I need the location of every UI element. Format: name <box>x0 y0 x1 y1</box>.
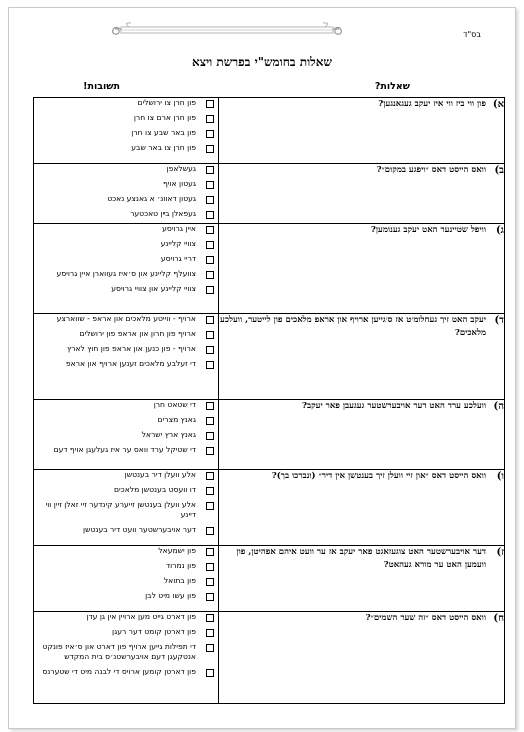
answer-options <box>34 546 218 601</box>
answer-checkbox[interactable] <box>206 502 214 510</box>
answer-option <box>34 627 218 637</box>
answer-checkbox[interactable] <box>206 527 214 535</box>
answer-option-text: צוועלף קליינע און ס׳איז געווארן איין גרויסע <box>56 269 196 278</box>
answer-option-text: ארויף פון חרון און אראפ פון ירושלים <box>79 329 196 338</box>
answer-option-text: געפאלן בײן טאכטער <box>130 209 196 218</box>
answer-option <box>34 400 218 410</box>
question-letter: ו) <box>496 471 504 482</box>
question-text: פון ווי ביז ווי איז יעקב געגאנגען? <box>378 99 486 109</box>
answer-option <box>34 591 218 601</box>
question-text: דער אויבערשטער האט צוגעזאגט פאר יעקב אז ער וועט איהם אפהיטן, פון וועמען האט ער מורא געהאט? <box>236 547 486 570</box>
answer-checkbox[interactable] <box>206 669 214 677</box>
question <box>219 314 504 340</box>
answer-checkbox[interactable] <box>206 644 214 652</box>
answer-option-text: דריי גרויסע <box>160 254 196 263</box>
question-text: וויפל שטיינער האט יעקב גענומען? <box>370 225 486 235</box>
answer-checkbox[interactable] <box>206 331 214 339</box>
question-letter: ב) <box>494 165 504 176</box>
decorative-header-ornament <box>109 20 345 40</box>
answer-checkbox[interactable] <box>206 256 214 264</box>
question-cell <box>219 314 505 400</box>
answer-option <box>34 576 218 586</box>
answer-option <box>34 284 218 294</box>
answer-option <box>34 561 218 571</box>
answer-option <box>34 194 218 204</box>
answer-options <box>34 470 218 535</box>
answer-checkbox[interactable] <box>206 402 214 410</box>
answer-option-text: צוויי קליינע <box>160 239 196 248</box>
answer-options <box>34 400 218 455</box>
worksheet-page <box>8 7 516 729</box>
answer-checkbox[interactable] <box>206 447 214 455</box>
answer-option <box>34 344 218 354</box>
answer-checkbox[interactable] <box>206 271 214 279</box>
questions-table <box>33 97 505 704</box>
answer-option <box>34 128 218 138</box>
page-label: בס"ד <box>463 30 481 39</box>
answer-option-text: געטון אויף <box>162 179 196 188</box>
question <box>219 224 504 237</box>
answer-option-text: פון דארט גייט מען ארויין אין גן עדן <box>86 612 196 621</box>
question-row <box>34 98 505 164</box>
question-cell <box>219 470 505 546</box>
answer-checkbox[interactable] <box>206 346 214 354</box>
answer-checkbox[interactable] <box>206 629 214 637</box>
question <box>219 470 504 483</box>
question-cell <box>219 224 505 314</box>
answer-option <box>34 179 218 189</box>
answer-option <box>34 254 218 264</box>
answer-option <box>34 98 218 108</box>
answer-checkbox[interactable] <box>206 196 214 204</box>
question-letter: ז) <box>496 547 504 558</box>
question <box>219 400 504 413</box>
answer-option <box>34 500 218 520</box>
answer-option <box>34 525 218 535</box>
answer-checkbox[interactable] <box>206 563 214 571</box>
answer-checkbox[interactable] <box>206 211 214 219</box>
answer-option-text: די זעלבע מלאכים זענען ארויף און אראפ <box>65 359 196 368</box>
answer-option-text: ארויף - ווייטע מלאכים און אראפ - שווארצע <box>56 314 196 323</box>
answer-option <box>34 224 218 234</box>
answer-option <box>34 415 218 425</box>
answer-option-text: פון ישמעאל <box>158 546 196 555</box>
answer-option <box>34 430 218 440</box>
answer-checkbox[interactable] <box>206 145 214 153</box>
answer-options <box>34 224 218 294</box>
answer-option-text: פון עשו מיט לבן <box>145 591 196 600</box>
answer-option <box>34 485 218 495</box>
answers-cell <box>34 470 219 546</box>
answers-cell <box>34 164 219 224</box>
answers-cell <box>34 612 219 704</box>
answer-option-text: פון נמרוד <box>166 561 196 570</box>
answer-checkbox[interactable] <box>206 286 214 294</box>
answer-option-text: פון חרן צו באר שבע <box>131 143 196 152</box>
answer-option <box>34 269 218 279</box>
answer-option-text: דער אויבערשטער וועט דיר בענטשן <box>83 525 196 534</box>
answer-option <box>34 612 218 622</box>
answer-option-text: פון דארטן קומען ארויס די לבנה מיט די שטערנס <box>42 667 196 676</box>
question-text: וואס הייסט דאס ״זה שער השמים״? <box>365 613 486 623</box>
question-cell <box>219 400 505 470</box>
answer-checkbox[interactable] <box>206 115 214 123</box>
answer-option-text: אלע וועלן בענטשן זייערע קינדער זיי זאלן זיין ווי דיינע <box>45 500 196 519</box>
answer-checkbox[interactable] <box>206 548 214 556</box>
answers-cell <box>34 400 219 470</box>
page-title: שאלות בחומש"י בפרשת ויצא <box>192 55 332 69</box>
question-letter: ד) <box>494 315 504 326</box>
question <box>219 98 504 111</box>
answer-checkbox[interactable] <box>206 614 214 622</box>
question-row <box>34 314 505 400</box>
question-text: וואס הייסט דאס ״ויפגע במקום״? <box>376 165 486 175</box>
question-letter: ג) <box>495 225 504 236</box>
question-letter: ה) <box>493 401 504 412</box>
answer-option <box>34 470 218 480</box>
answer-checkbox[interactable] <box>206 226 214 234</box>
answer-checkbox[interactable] <box>206 472 214 480</box>
answer-option <box>34 239 218 249</box>
answer-option-text: די שטאט חרן <box>153 400 196 409</box>
answer-option-text: פון חרן צו ירושלים <box>137 98 196 107</box>
answers-cell <box>34 314 219 400</box>
question-letter: ח) <box>493 613 504 624</box>
answer-option-text: די תפילות גייען ארויף פון דארט און ס׳איז פונקט אנטקעגן דעם אויבערשטנ׳ס בית המקדש <box>42 642 196 661</box>
question <box>219 612 504 625</box>
answer-options <box>34 612 218 677</box>
answers-cell <box>34 546 219 612</box>
answer-option-text: פון באר שבע צו חרן <box>131 128 196 137</box>
question-row <box>34 546 505 612</box>
answer-option <box>34 209 218 219</box>
answer-checkbox[interactable] <box>206 130 214 138</box>
answer-option-text: איין גרויסע <box>162 224 196 233</box>
question <box>219 164 504 177</box>
questions-heading: שאלות? <box>374 81 410 92</box>
answer-options <box>34 98 218 153</box>
answer-checkbox[interactable] <box>206 578 214 586</box>
answer-checkbox[interactable] <box>206 166 214 174</box>
question-cell <box>219 164 505 224</box>
answers-cell <box>34 98 219 164</box>
answer-option <box>34 314 218 324</box>
answer-checkbox[interactable] <box>206 487 214 495</box>
answer-option-text: געשלאפן <box>166 164 196 173</box>
answer-option <box>34 329 218 339</box>
answer-option <box>34 642 218 662</box>
answer-option-text: אלע וועלן דיר בענטשן <box>124 470 196 479</box>
answer-checkbox[interactable] <box>206 361 214 369</box>
answer-option-text: געטון דאוונ׳ א גאנצע נאכט <box>107 194 196 203</box>
answer-option-text: דו וועסט בענטשן מלאכים <box>113 485 196 494</box>
question-row <box>34 164 505 224</box>
question-letter: א) <box>492 99 504 110</box>
answer-option <box>34 445 218 455</box>
answer-options <box>34 164 218 219</box>
answer-option-text: ארויף - פון כנען און אראפ פון חוץ לארץ <box>67 344 196 353</box>
answer-checkbox[interactable] <box>206 432 214 440</box>
answer-option <box>34 546 218 556</box>
answers-heading: תשובות! <box>83 81 120 92</box>
answer-checkbox[interactable] <box>206 593 214 601</box>
answer-checkbox[interactable] <box>206 100 214 108</box>
question-cell <box>219 612 505 704</box>
answer-option <box>34 164 218 174</box>
answer-option <box>34 359 218 369</box>
answer-option-text: גאנץ מצרים <box>157 415 196 424</box>
question-row <box>34 470 505 546</box>
answer-checkbox[interactable] <box>206 241 214 249</box>
question <box>219 546 504 572</box>
answer-options <box>34 314 218 369</box>
question-row <box>34 612 505 704</box>
question-row <box>34 400 505 470</box>
answer-option-text: צוויי קליינע און צוויי גרויסע <box>111 284 196 293</box>
answer-option-text: די שטיקל ערד וואס ער איז געלעגן אויף דעם <box>53 445 196 454</box>
question-row <box>34 224 505 314</box>
question-text: וואס הייסט דאס ״און זיי וועלן זיך בענטשן אין דיר״ (ונברכו בך)? <box>271 471 486 481</box>
answer-option-text: פון בתואל <box>163 576 196 585</box>
answer-option-text: פון חרן ארם צו חרן <box>133 113 196 122</box>
answer-option <box>34 113 218 123</box>
answers-cell <box>34 224 219 314</box>
answer-checkbox[interactable] <box>206 417 214 425</box>
answer-checkbox[interactable] <box>206 316 214 324</box>
answer-option-text: גאנץ ארץ ישראל <box>141 430 196 439</box>
question-cell <box>219 98 505 164</box>
answer-option-text: פון דארטן קומט דער רעגן <box>112 627 196 636</box>
answer-option <box>34 143 218 153</box>
answer-option <box>34 667 218 677</box>
answer-checkbox[interactable] <box>206 181 214 189</box>
question-cell <box>219 546 505 612</box>
question-text: וועלכע ערד האט דער אויבערשטער געגעבן פאר יעקב? <box>302 401 486 411</box>
question-text: יעקב האט זיך געחלומ׳ט אז ס׳גייען ארויף און אראפ מלאכים פון לייטער, וועלכע מלאכים? <box>220 315 486 338</box>
